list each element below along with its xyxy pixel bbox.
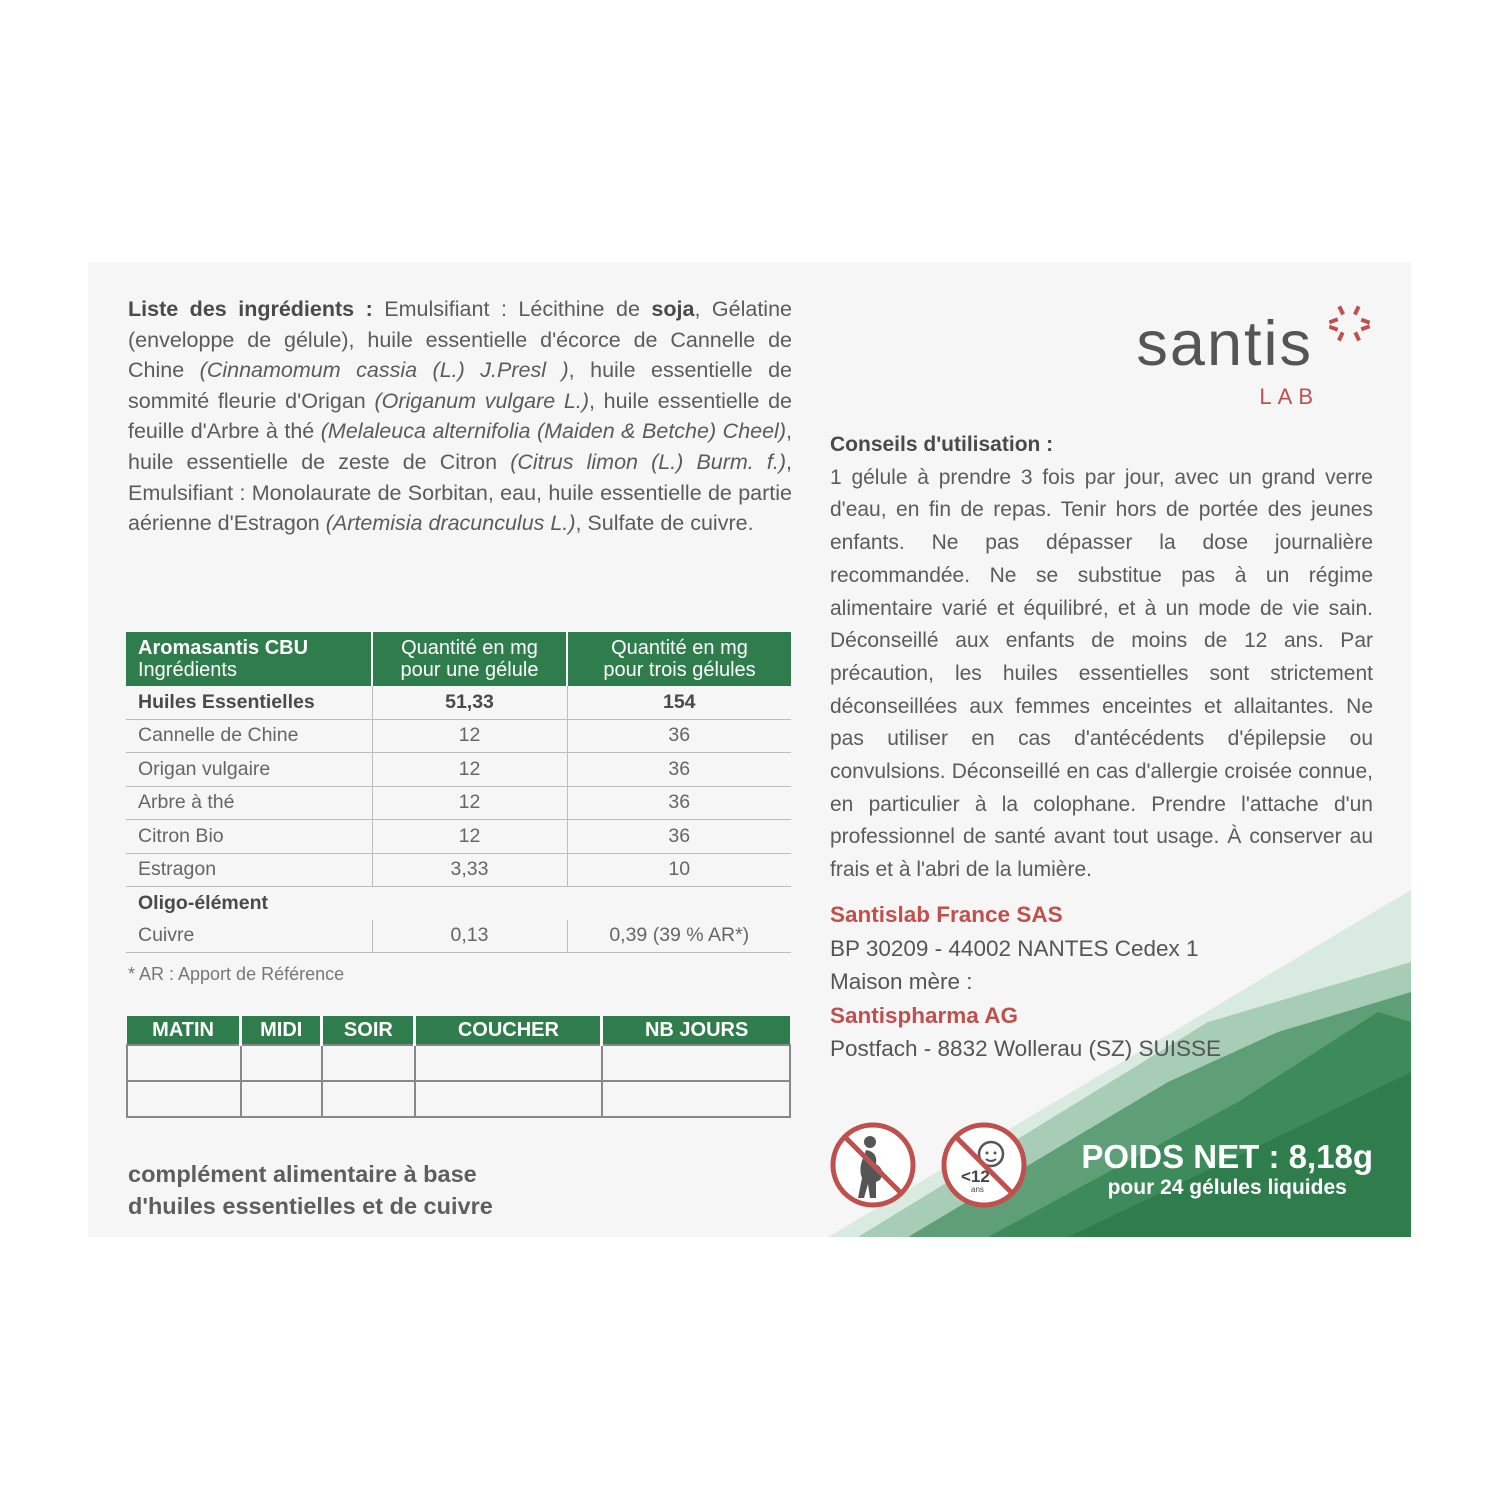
row-value-one: 51,33 bbox=[372, 686, 567, 719]
product-description-line: complément alimentaire à base bbox=[128, 1161, 477, 1187]
row-value-one: 12 bbox=[372, 786, 567, 820]
dosage-schedule-table bbox=[126, 1016, 791, 1118]
santis-logo bbox=[1071, 308, 1371, 418]
schedule-cell[interactable] bbox=[602, 1045, 790, 1081]
product-description-line: d'huiles essentielles et de cuivre bbox=[128, 1193, 493, 1219]
row-name: Cannelle de Chine bbox=[126, 719, 372, 753]
logo-wordmark bbox=[1136, 308, 1313, 380]
parent-company-name: Santispharma AG bbox=[830, 1002, 1018, 1028]
logo-lab: LAB bbox=[1259, 384, 1319, 409]
table-row bbox=[126, 853, 791, 887]
logo-name: santis bbox=[1136, 309, 1313, 379]
row-name: Cuivre bbox=[126, 920, 372, 953]
parent-company-address: Postfach - 8832 Wollerau (SZ) SUISSE bbox=[830, 1036, 1221, 1061]
ingredients-latin: (Citrus limon (L.) Burm. f.) bbox=[510, 449, 786, 474]
usage-advice bbox=[830, 429, 1373, 887]
row-name: Huiles Essentielles bbox=[126, 686, 372, 719]
table-row bbox=[126, 686, 791, 719]
table-row bbox=[126, 719, 791, 753]
usage-advice-text: 1 gélule à prendre 3 fois par jour, avec un grand verre d'eau, en fin de repas. Tenir hors de portée des jeunes enfants. Ne pas dépasser la dose journalière recommandée. Ne se substitue pas à un régime alimentaire varié et équilibré, et à un mode de vie sain. Déconseillé aux enfants de moins de 12 ans. Par précaution, les huiles essentielles sont strictement déconseillées aux femmes enceintes et allaitantes. Ne pas utiliser en cas d'antécédents d'épilepsie ou convulsions. Déconseillé en cas d'allergie croisée connue, en particulier à la colophane. Prendre l'attache d'un professionnel de santé avant tout usage. À conserver au frais et à l'abri de la lumière. bbox=[830, 465, 1373, 882]
schedule-cell[interactable] bbox=[241, 1045, 322, 1081]
row-value-three: 36 bbox=[567, 820, 791, 854]
table-row bbox=[126, 887, 791, 920]
child-age-label: <12 bbox=[961, 1167, 990, 1186]
footnote: * AR : Apport de Référence bbox=[128, 964, 345, 984]
ingredients-list bbox=[128, 294, 792, 539]
row-value-three: 0,39 (39 % AR*) bbox=[567, 920, 791, 953]
table-row bbox=[126, 786, 791, 820]
row-value-one: 0,13 bbox=[372, 920, 567, 953]
row-value-one: 3,33 bbox=[372, 853, 567, 887]
ingredients-latin: (Cinnamomum cassia (L.) J.Presl ) bbox=[199, 358, 569, 383]
schedule-cell[interactable] bbox=[322, 1045, 415, 1081]
ingredients-text: , huile essentielle de sommité fleurie d'Origan bbox=[128, 358, 793, 413]
row-name: Citron Bio bbox=[126, 820, 372, 854]
ingredients-latin: (Artemisia dracunculus L.) bbox=[325, 511, 576, 536]
schedule-row bbox=[127, 1081, 790, 1117]
child-age-unit: ans bbox=[971, 1185, 984, 1194]
usage-advice-title: Conseils d'utilisation : bbox=[830, 433, 1054, 456]
schedule-cell[interactable] bbox=[127, 1045, 241, 1081]
ingredients-allergen: soja bbox=[651, 297, 695, 321]
parent-company-label: Maison mère : bbox=[830, 969, 973, 994]
row-value-three: 36 bbox=[567, 753, 791, 787]
nutrition-header-three-capsules: Quantité en mg pour trois gélules bbox=[567, 632, 791, 686]
row-name: Origan vulgaire bbox=[126, 753, 372, 787]
nutrition-header-ingredients: Aromasantis CBU Ingrédients bbox=[126, 632, 372, 686]
row-name: Oligo-élément bbox=[138, 891, 269, 914]
ingredients-latin: (Origanum vulgare L.) bbox=[374, 388, 590, 413]
company-name: Santislab France SAS bbox=[830, 902, 1063, 927]
ingredients-text: , huile essentielle de feuille d'Arbre à thé bbox=[128, 388, 792, 444]
nutrition-header-one-capsule: Quantité en mg pour une gélule bbox=[372, 632, 567, 686]
schedule-cell[interactable] bbox=[602, 1081, 790, 1117]
schedule-cell[interactable] bbox=[415, 1045, 602, 1081]
schedule-cell[interactable] bbox=[241, 1081, 322, 1117]
schedule-cell[interactable] bbox=[415, 1081, 602, 1117]
ingredients-text: , huile essentielle de zeste de Citron bbox=[128, 419, 792, 474]
schedule-header-midi: MIDI bbox=[241, 1016, 322, 1045]
table-row bbox=[126, 920, 791, 953]
schedule-cell[interactable] bbox=[127, 1081, 241, 1117]
net-weight bbox=[1081, 1138, 1373, 1200]
package-panel bbox=[88, 262, 1411, 1237]
schedule-row bbox=[127, 1045, 790, 1081]
schedule-header-nb-jours: NB JOURS bbox=[602, 1016, 790, 1045]
row-name: Arbre à thé bbox=[126, 786, 372, 820]
row-name: Estragon bbox=[126, 853, 372, 887]
net-weight-value: POIDS NET : 8,18g bbox=[1081, 1138, 1373, 1175]
schedule-header-soir: SOIR bbox=[322, 1016, 415, 1045]
row-value-three: 10 bbox=[567, 853, 791, 887]
table-row bbox=[126, 820, 791, 854]
row-value-three: 36 bbox=[567, 786, 791, 820]
net-weight-detail: pour 24 gélules liquides bbox=[1107, 1176, 1347, 1199]
ingredients-latin: (Melaleuca alternifolia (Maiden & Betche) Cheel) bbox=[320, 419, 786, 444]
row-value-one: 12 bbox=[372, 719, 567, 753]
manufacturer-address bbox=[830, 898, 1390, 1066]
row-value-three: 154 bbox=[567, 686, 791, 719]
table-row bbox=[126, 753, 791, 787]
ingredients-text: , Gélatine (enveloppe de gélule), huile essentielle d'écorce de Cannelle de Chine bbox=[128, 297, 792, 383]
row-value-one: 12 bbox=[372, 753, 567, 787]
no-child-under-12-icon bbox=[939, 1120, 1029, 1210]
schedule-header-matin: MATIN bbox=[127, 1016, 241, 1045]
row-value-three: 36 bbox=[567, 719, 791, 753]
no-pregnant-icon bbox=[828, 1120, 918, 1210]
ingredients-text: Emulsifiant : Lécithine de bbox=[372, 297, 652, 321]
schedule-header-coucher: COUCHER bbox=[415, 1016, 602, 1045]
ingredients-label: Liste des ingrédients : bbox=[128, 297, 373, 321]
schedule-cell[interactable] bbox=[322, 1081, 415, 1117]
row-value-one: 12 bbox=[372, 820, 567, 854]
ingredients-text: , Emulsifiant : Monolaurate de Sorbitan, eau, huile essentielle de partie aérienne d'Estragon bbox=[128, 449, 792, 536]
company-address: BP 30209 - 44002 NANTES Cedex 1 bbox=[830, 935, 1199, 961]
nutrition-table bbox=[126, 632, 791, 953]
santis-cross-icon bbox=[1329, 304, 1371, 346]
ingredients-text: , Sulfate de cuivre. bbox=[575, 511, 754, 536]
product-description bbox=[128, 1158, 493, 1222]
